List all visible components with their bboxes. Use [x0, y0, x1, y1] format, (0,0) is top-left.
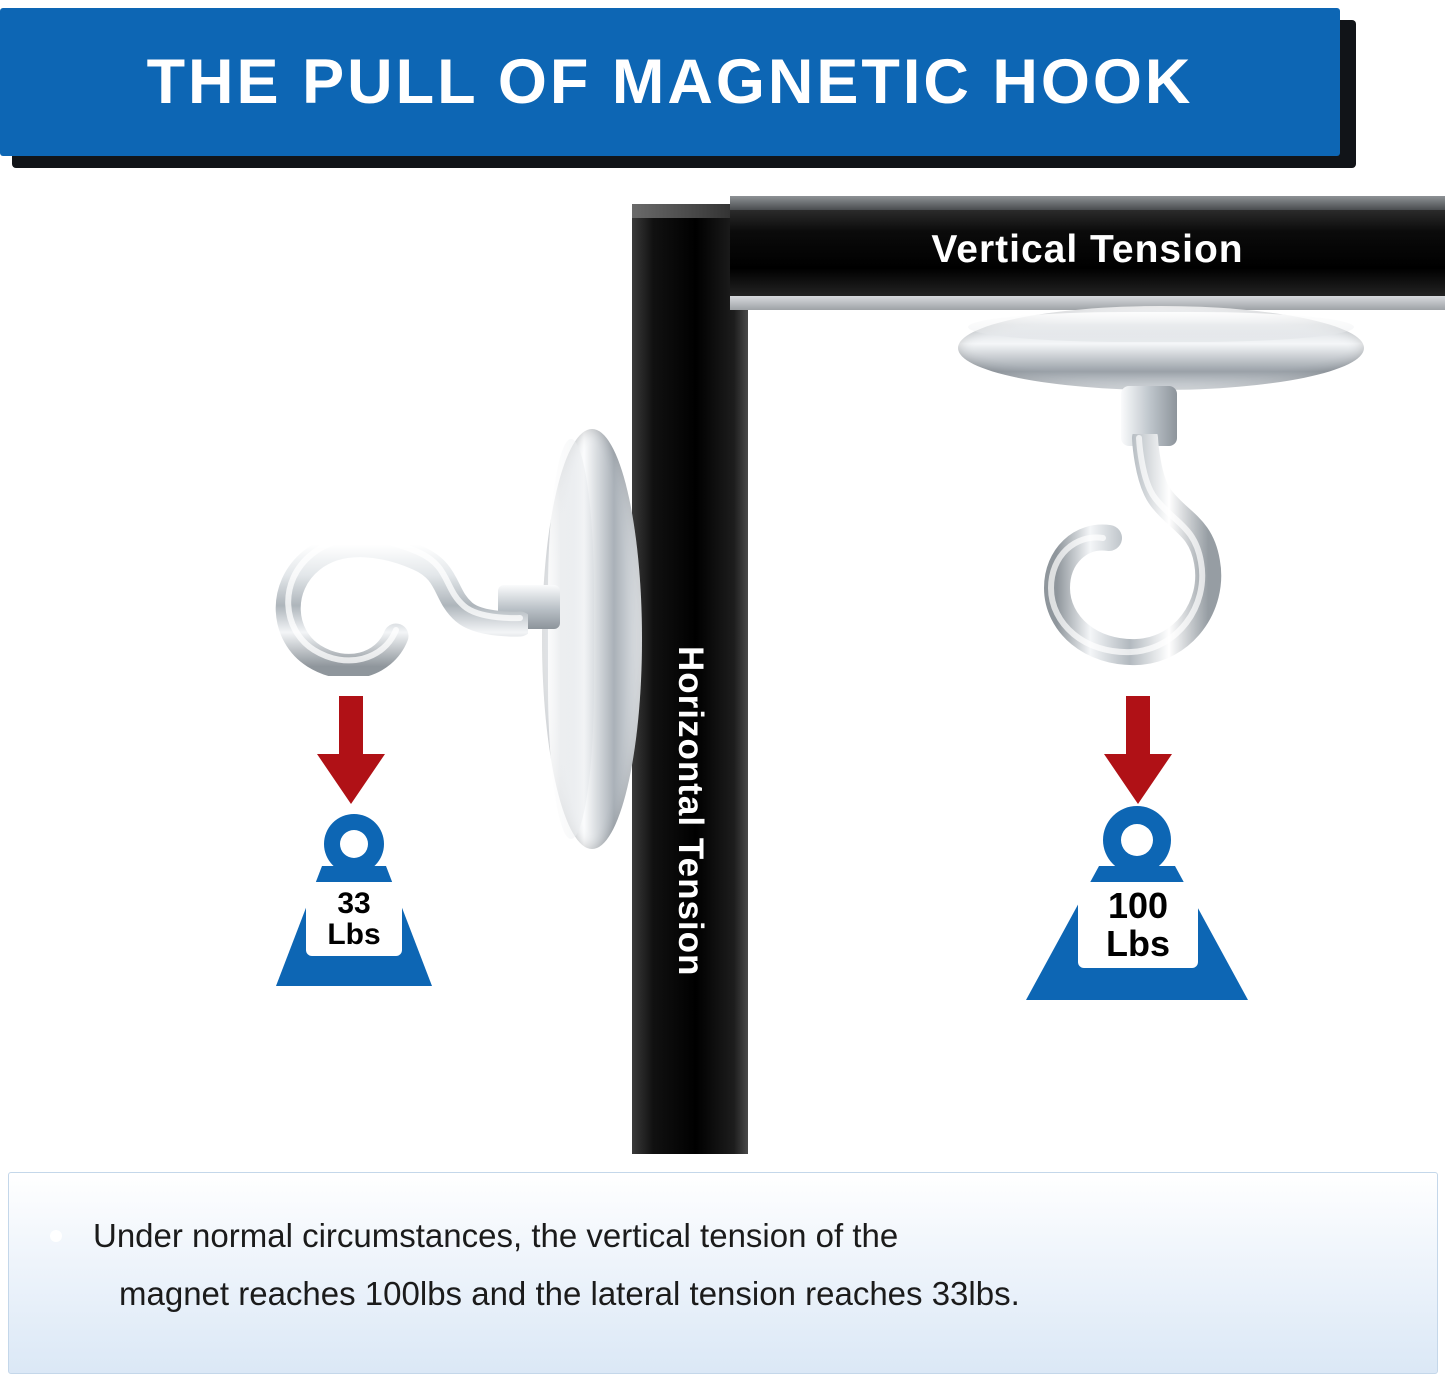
magnet-bullet-icon	[39, 1219, 73, 1253]
footer-note	[8, 1172, 1438, 1374]
footer-text-block	[93, 1207, 1393, 1323]
header-bar	[0, 8, 1340, 156]
vertical-tension-arrow	[1100, 696, 1176, 806]
horizontal-weight-unit: Lbs	[327, 918, 381, 951]
horizontal-magnet-rim-highlight	[548, 439, 594, 839]
horizontal-tension-label-wrap	[632, 526, 748, 1096]
vertical-weight-value: 100	[1107, 885, 1169, 927]
footer-line-1: Under normal circumstances, the vertical tension of the	[93, 1217, 899, 1254]
horizontal-weight-label	[306, 882, 402, 956]
horizontal-tension-arrow	[313, 696, 389, 806]
vertical-magnet-rim-highlight	[968, 312, 1354, 342]
header-banner	[0, 8, 1356, 168]
horizontal-hook-icon	[268, 476, 528, 676]
vertical-tension-label-wrap	[730, 204, 1445, 296]
horizontal-tension-label: Horizontal Tension	[671, 645, 710, 977]
illustration-stage	[0, 196, 1445, 1156]
vertical-weight-unit: Lbs	[1105, 923, 1170, 964]
vertical-weight-label	[1078, 882, 1198, 968]
page-title: THE PULL OF MAGNETIC HOOK	[146, 47, 1194, 117]
vertical-tension-label: Vertical Tension	[931, 228, 1244, 271]
vertical-hook-icon	[995, 434, 1225, 694]
horizontal-weight-value: 33	[337, 886, 371, 920]
footer-line-2: magnet reaches 100lbs and the lateral tension reaches 33lbs.	[119, 1274, 1020, 1312]
